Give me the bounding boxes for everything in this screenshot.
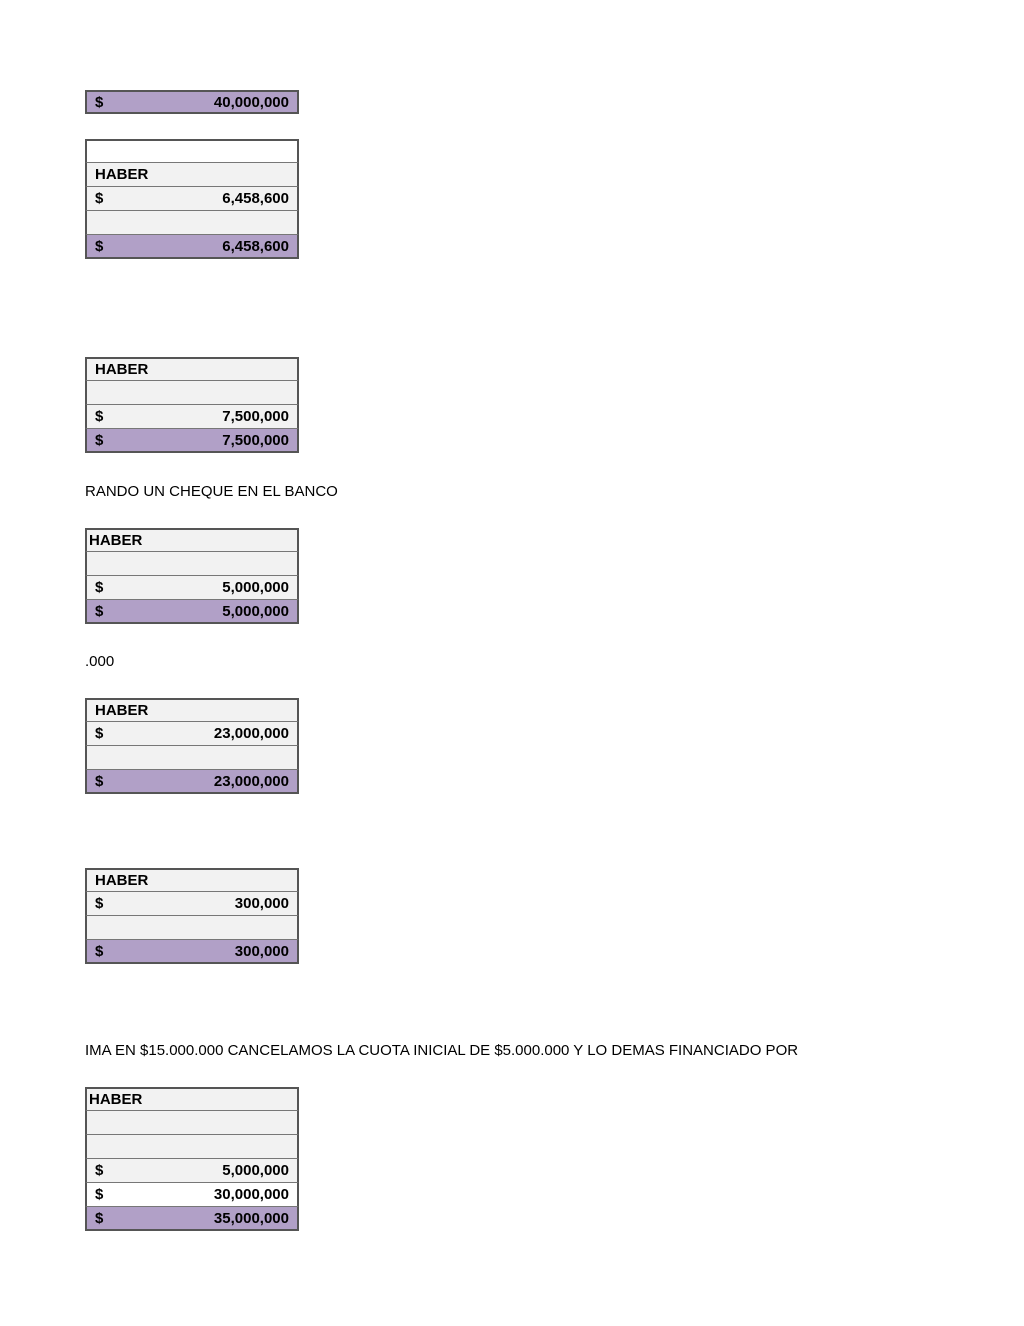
- haber-header: [85, 1087, 299, 1111]
- total-row: [85, 235, 299, 259]
- ledger-block-6: [85, 868, 299, 964]
- transaction-note: RANDO UN CHEQUE EN EL BANCO: [85, 483, 338, 500]
- table-row: [85, 722, 299, 746]
- table-row: [85, 552, 299, 576]
- currency-symbol: $: [95, 579, 104, 596]
- total-row: [85, 940, 299, 964]
- currency-symbol: $: [95, 431, 104, 449]
- amount: 6,458,600: [222, 190, 289, 207]
- transaction-note: .000: [85, 653, 115, 670]
- amount: 5,000,000: [222, 1162, 289, 1179]
- header-label: HABER: [95, 872, 149, 889]
- total-row: [85, 600, 299, 624]
- haber-header: [85, 698, 299, 722]
- amount: 300,000: [234, 895, 289, 912]
- ledger-block-7: [85, 1087, 299, 1231]
- currency-symbol: $: [95, 190, 104, 207]
- amount: 7,500,000: [222, 408, 289, 425]
- haber-header: [85, 528, 299, 552]
- amount: 300,000: [234, 942, 289, 960]
- currency-symbol: $: [95, 725, 104, 742]
- table-row: [85, 1183, 299, 1207]
- total-row: [85, 1207, 299, 1231]
- table-row: [85, 405, 299, 429]
- haber-header: [85, 868, 299, 892]
- total-row: [85, 90, 299, 114]
- currency-symbol: $: [95, 237, 104, 255]
- table-row: [85, 916, 299, 940]
- table-row: [85, 746, 299, 770]
- header-label: HABER: [95, 702, 149, 719]
- ledger-block-5: [85, 698, 299, 794]
- table-row: [85, 892, 299, 916]
- table-row: [85, 211, 299, 235]
- amount: 5,000,000: [222, 579, 289, 596]
- table-row: [85, 1159, 299, 1183]
- table-row: [85, 1135, 299, 1159]
- amount: 30,000,000: [213, 1186, 289, 1203]
- total-row: [85, 770, 299, 794]
- ledger-block-4: [85, 528, 299, 624]
- amount: 6,458,600: [222, 237, 289, 255]
- amount: 5,000,000: [222, 602, 289, 620]
- currency-symbol: $: [95, 1209, 104, 1227]
- currency-symbol: $: [95, 93, 104, 111]
- currency-symbol: $: [95, 895, 104, 912]
- transaction-note: IMA EN $15.000.000 CANCELAMOS LA CUOTA INICIAL DE $5.000.000 Y LO DEMAS FINANCIADO POR: [85, 1042, 799, 1059]
- currency-symbol: $: [95, 1186, 104, 1203]
- amount: 7,500,000: [222, 431, 289, 449]
- table-row: [85, 381, 299, 405]
- haber-header: [85, 357, 299, 381]
- table-row: [85, 576, 299, 600]
- currency-symbol: $: [95, 1162, 104, 1179]
- header-label: HABER: [89, 532, 143, 549]
- haber-header: [85, 163, 299, 187]
- empty-row: [85, 139, 299, 163]
- ledger-block-1: [85, 90, 299, 114]
- amount: 23,000,000: [213, 772, 289, 790]
- table-row: [85, 1111, 299, 1135]
- currency-symbol: $: [95, 408, 104, 425]
- ledger-block-2: [85, 139, 299, 259]
- header-label: HABER: [95, 166, 149, 183]
- currency-symbol: $: [95, 602, 104, 620]
- total-row: [85, 429, 299, 453]
- amount: 35,000,000: [213, 1209, 289, 1227]
- amount: 23,000,000: [213, 725, 289, 742]
- table-row: [85, 187, 299, 211]
- header-label: HABER: [89, 1091, 143, 1108]
- header-label: HABER: [95, 361, 149, 378]
- ledger-block-3: [85, 357, 299, 453]
- amount: 40,000,000: [213, 93, 289, 111]
- currency-symbol: $: [95, 942, 104, 960]
- currency-symbol: $: [95, 772, 104, 790]
